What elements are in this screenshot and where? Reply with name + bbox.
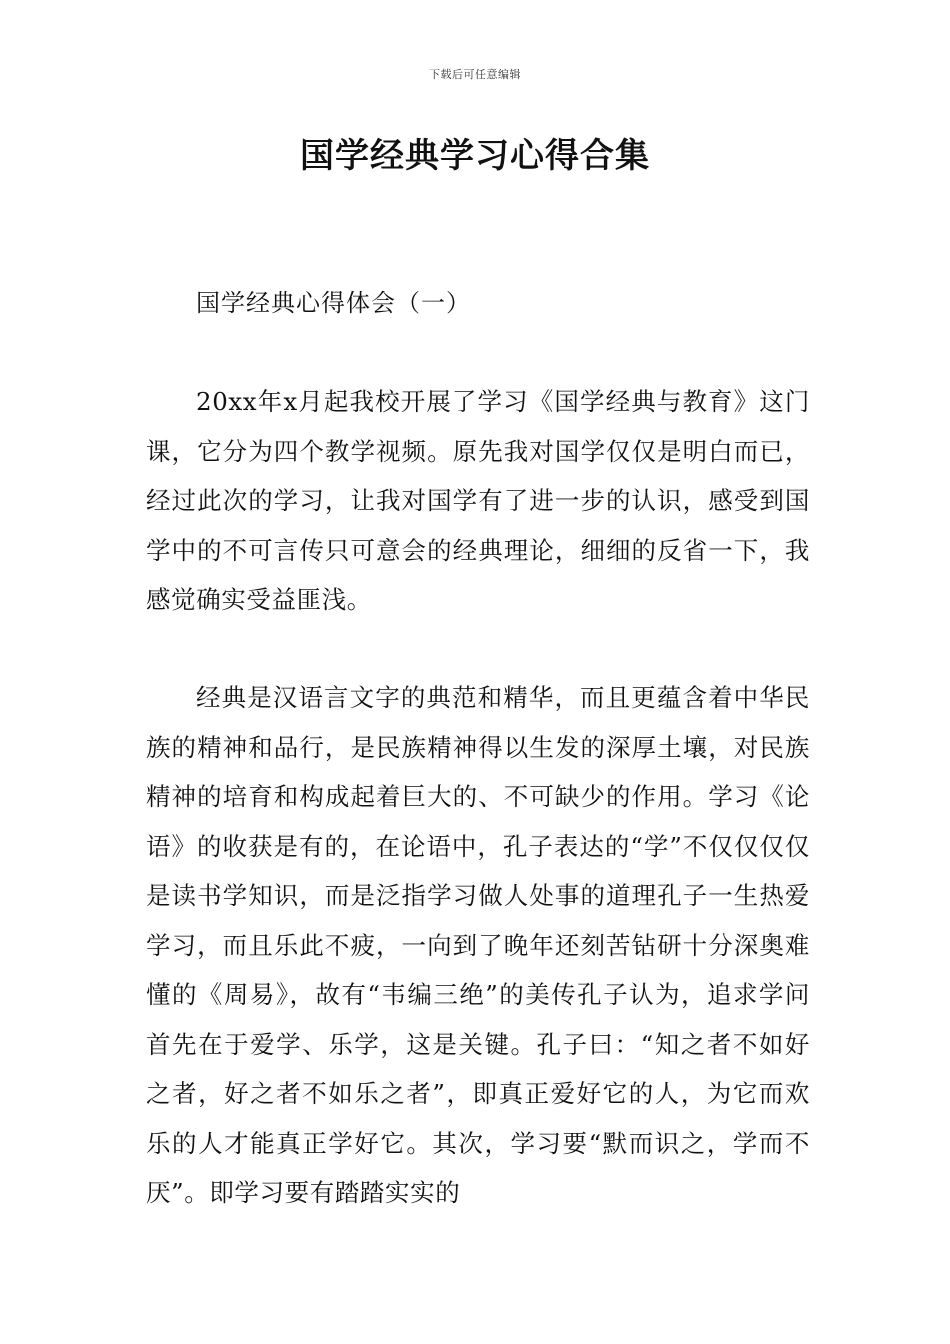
- section-heading: 国学经典心得体会（一）: [196, 289, 471, 317]
- header-note: 下载后可任意编辑: [429, 68, 521, 81]
- body-paragraph-1: 20xx年x月起我校开展了学习《国学经典与教育》这门课，它分为四个教学视频。原先我对国学仅仅是明白而已，经过此次的学习，让我对国学有了进一步的认识，感受到国学中的不可言传只可意会的经典理论，细细的反省一下，我感觉确实受益匪浅。: [146, 387, 810, 614]
- body-paragraph-2: 经典是汉语言文字的典范和精华，而且更蕴含着中华民族的精神和品行，是民族精神得以生发的深厚土壤，对民族精神的培育和构成起着巨大的、不可缺少的作用。学习《论语》的收获是有的，在论语中，孔子表达的“学”不仅仅仅仅是读书学知识，而是泛指学习做人处事的道理孔子一生热爱学习，而且乐此不疲，一向到了晚年还刻苦钻研十分深奥难懂的《周易》，故有“韦编三绝”的美传孔子认为，追求学问首先在于爱学、乐学，这是关键。孔子曰：“知之者不如好之者，好之者不如乐之者”，即真正爱好它的人，为它而欢乐的人才能真正学好它。其次，学习要“默而识之，学而不厌”。即学习要有踏踏实实的: [146, 683, 810, 1207]
- document-title: 国学经典学习心得合集: [300, 136, 650, 176]
